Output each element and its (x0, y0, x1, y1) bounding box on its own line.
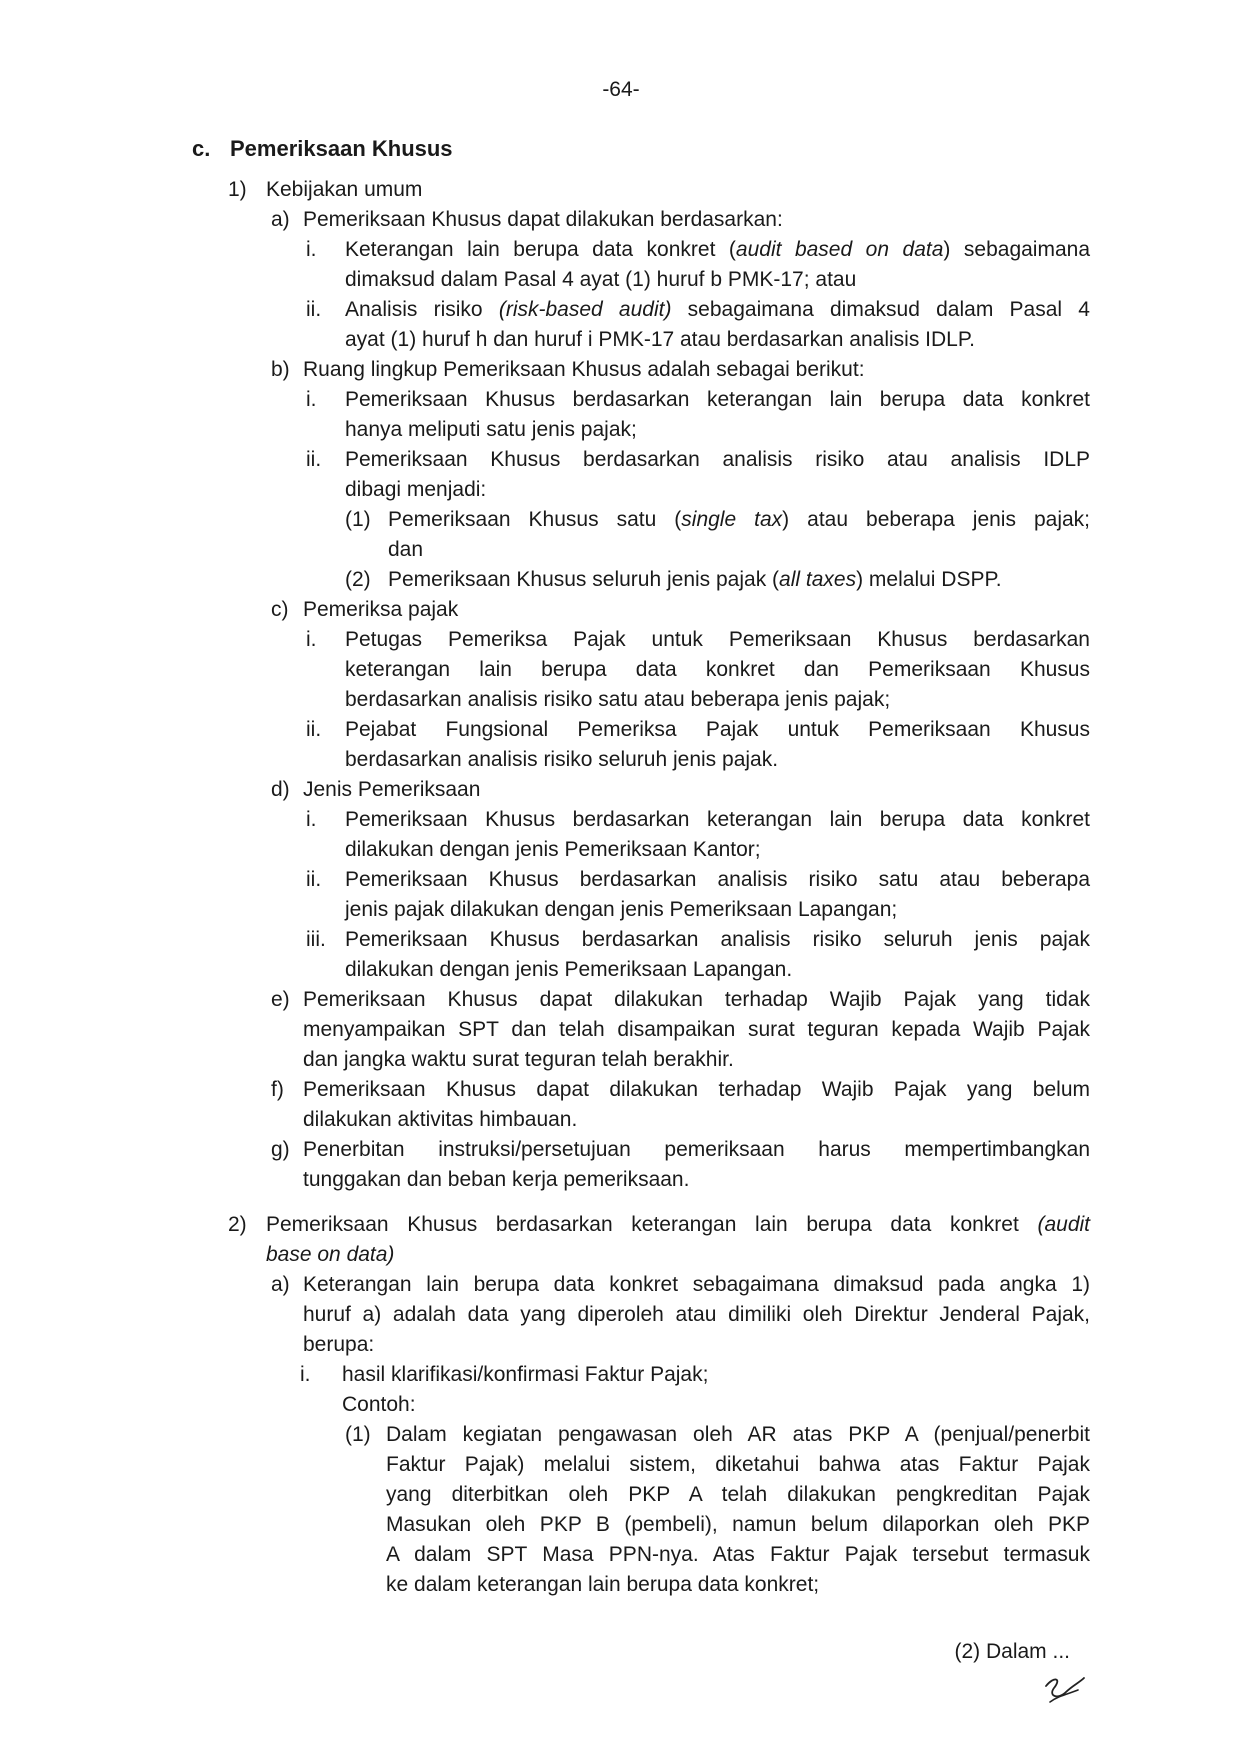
page-number: -64- (602, 78, 640, 101)
section-label: c. (192, 136, 211, 161)
list-text: berupa: (303, 1333, 375, 1356)
list-label: ii. (306, 868, 322, 891)
list-text: Pemeriksaan Khusus satu (single tax) atau beberapa jenis pajak; (388, 508, 1090, 531)
list-text: Keterangan lain berupa data konkret sebagaimana dimaksud pada angka 1) (303, 1273, 1090, 1296)
list-text: huruf a) adalah data yang diperoleh atau dimiliki oleh Direktur Jenderal Pajak, (303, 1303, 1090, 1326)
list-label: (2) (345, 568, 371, 591)
list-text: yang diterbitkan oleh PKP A telah dilakukan pengkreditan Pajak (386, 1483, 1090, 1506)
list-text: Pejabat Fungsional Pemeriksa Pajak untuk Pemeriksaan Khusus (345, 718, 1090, 741)
list-text: A dalam SPT Masa PPN-nya. Atas Faktur Pajak tersebut termasuk (386, 1543, 1090, 1566)
list-label: ii. (306, 718, 322, 741)
list-text: dilakukan aktivitas himbauan. (303, 1108, 578, 1131)
list-label: e) (271, 988, 290, 1011)
list-text: menyampaikan SPT dan telah disampaikan surat teguran kepada Wajib Pajak (303, 1018, 1090, 1041)
list-text: Pemeriksaan Khusus dapat dilakukan terhadap Wajib Pajak yang tidak (303, 988, 1090, 1011)
list-text: Petugas Pemeriksa Pajak untuk Pemeriksaan Khusus berdasarkan (345, 628, 1090, 651)
list-text: hanya meliputi satu jenis pajak; (345, 418, 637, 441)
item-number: 1) (228, 178, 247, 201)
list-text: Pemeriksaan Khusus dapat dilakukan berdasarkan: (303, 208, 783, 231)
item-title: base on data) (266, 1243, 395, 1266)
item-title: Pemeriksaan Khusus berdasarkan keterangan lain berupa data konkret (audit (266, 1213, 1090, 1236)
list-text: Faktur Pajak) melalui sistem, diketahui bahwa atas Faktur Pajak (386, 1453, 1090, 1476)
list-label: i. (300, 1363, 311, 1386)
list-text: Pemeriksaan Khusus berdasarkan analisis risiko satu atau beberapa (345, 868, 1090, 891)
list-text: Pemeriksaan Khusus dapat dilakukan terhadap Wajib Pajak yang belum (303, 1078, 1090, 1101)
list-text: dibagi menjadi: (345, 478, 487, 501)
list-label: (1) (345, 508, 371, 531)
list-text: Ruang lingkup Pemeriksaan Khusus adalah sebagai berikut: (303, 358, 865, 381)
list-text: Analisis risiko (risk-based audit) sebagaimana dimaksud dalam Pasal 4 (345, 298, 1090, 321)
list-text: tunggakan dan beban kerja pemeriksaan. (303, 1168, 690, 1191)
list-label: (1) (345, 1423, 371, 1446)
list-label: a) (271, 208, 290, 231)
list-label: i. (306, 238, 317, 261)
list-text: Jenis Pemeriksaan (303, 778, 481, 801)
list-text: Pemeriksaan Khusus berdasarkan analisis risiko seluruh jenis pajak (345, 928, 1090, 951)
list-label: b) (271, 358, 290, 381)
list-text: dan (388, 538, 424, 561)
list-text: Pemeriksaan Khusus berdasarkan keterangan lain berupa data konkret (345, 388, 1090, 411)
continuation-note: (2) Dalam ... (954, 1640, 1070, 1663)
list-label: ii. (306, 298, 322, 321)
list-text: jenis pajak dilakukan dengan jenis Pemeriksaan Lapangan; (345, 898, 898, 921)
list-label: d) (271, 778, 290, 801)
list-text: dilakukan dengan jenis Pemeriksaan Kantor; (345, 838, 761, 861)
list-text: keterangan lain berupa data konkret dan Pemeriksaan Khusus (345, 658, 1090, 681)
list-text: berdasarkan analisis risiko satu atau beberapa jenis pajak; (345, 688, 891, 711)
section-title: Pemeriksaan Khusus (230, 136, 453, 161)
list-text: berdasarkan analisis risiko seluruh jenis pajak. (345, 748, 779, 771)
list-label: i. (306, 628, 317, 651)
list-text: Pemeriksa pajak (303, 598, 459, 621)
list-text: Pemeriksaan Khusus berdasarkan analisis risiko atau analisis IDLP (345, 448, 1090, 471)
list-text: Dalam kegiatan pengawasan oleh AR atas PKP A (penjual/penerbit (386, 1423, 1090, 1446)
list-text: Contoh: (342, 1393, 416, 1416)
list-text: dan jangka waktu surat teguran telah berakhir. (303, 1048, 734, 1071)
list-text: Keterangan lain berupa data konkret (audit based on data) sebagaimana (345, 238, 1090, 261)
list-text: Masukan oleh PKP B (pembeli), namun belum dilaporkan oleh PKP (386, 1513, 1090, 1536)
initial-signature (1040, 1672, 1088, 1712)
list-text: Penerbitan instruksi/persetujuan pemeriksaan harus mempertimbangkan (303, 1138, 1090, 1161)
list-label: f) (271, 1078, 284, 1101)
list-label: iii. (306, 928, 326, 951)
item-title: Kebijakan umum (266, 178, 423, 201)
list-text: Pemeriksaan Khusus berdasarkan keterangan lain berupa data konkret (345, 808, 1090, 831)
list-label: i. (306, 388, 317, 411)
item-number: 2) (228, 1213, 247, 1236)
list-text: ayat (1) huruf h dan huruf i PMK-17 atau berdasarkan analisis IDLP. (345, 328, 975, 351)
list-text: Pemeriksaan Khusus seluruh jenis pajak (all taxes) melalui DSPP. (388, 568, 1002, 591)
list-label: c) (271, 598, 289, 621)
list-label: a) (271, 1273, 290, 1296)
list-label: ii. (306, 448, 322, 471)
list-text: ke dalam keterangan lain berupa data konkret; (386, 1573, 820, 1596)
list-text: dimaksud dalam Pasal 4 ayat (1) huruf b PMK-17; atau (345, 268, 857, 291)
list-label: g) (271, 1138, 290, 1161)
list-label: i. (306, 808, 317, 831)
list-text: dilakukan dengan jenis Pemeriksaan Lapangan. (345, 958, 793, 981)
list-text: hasil klarifikasi/konfirmasi Faktur Pajak; (342, 1363, 709, 1386)
section-heading (192, 136, 453, 162)
